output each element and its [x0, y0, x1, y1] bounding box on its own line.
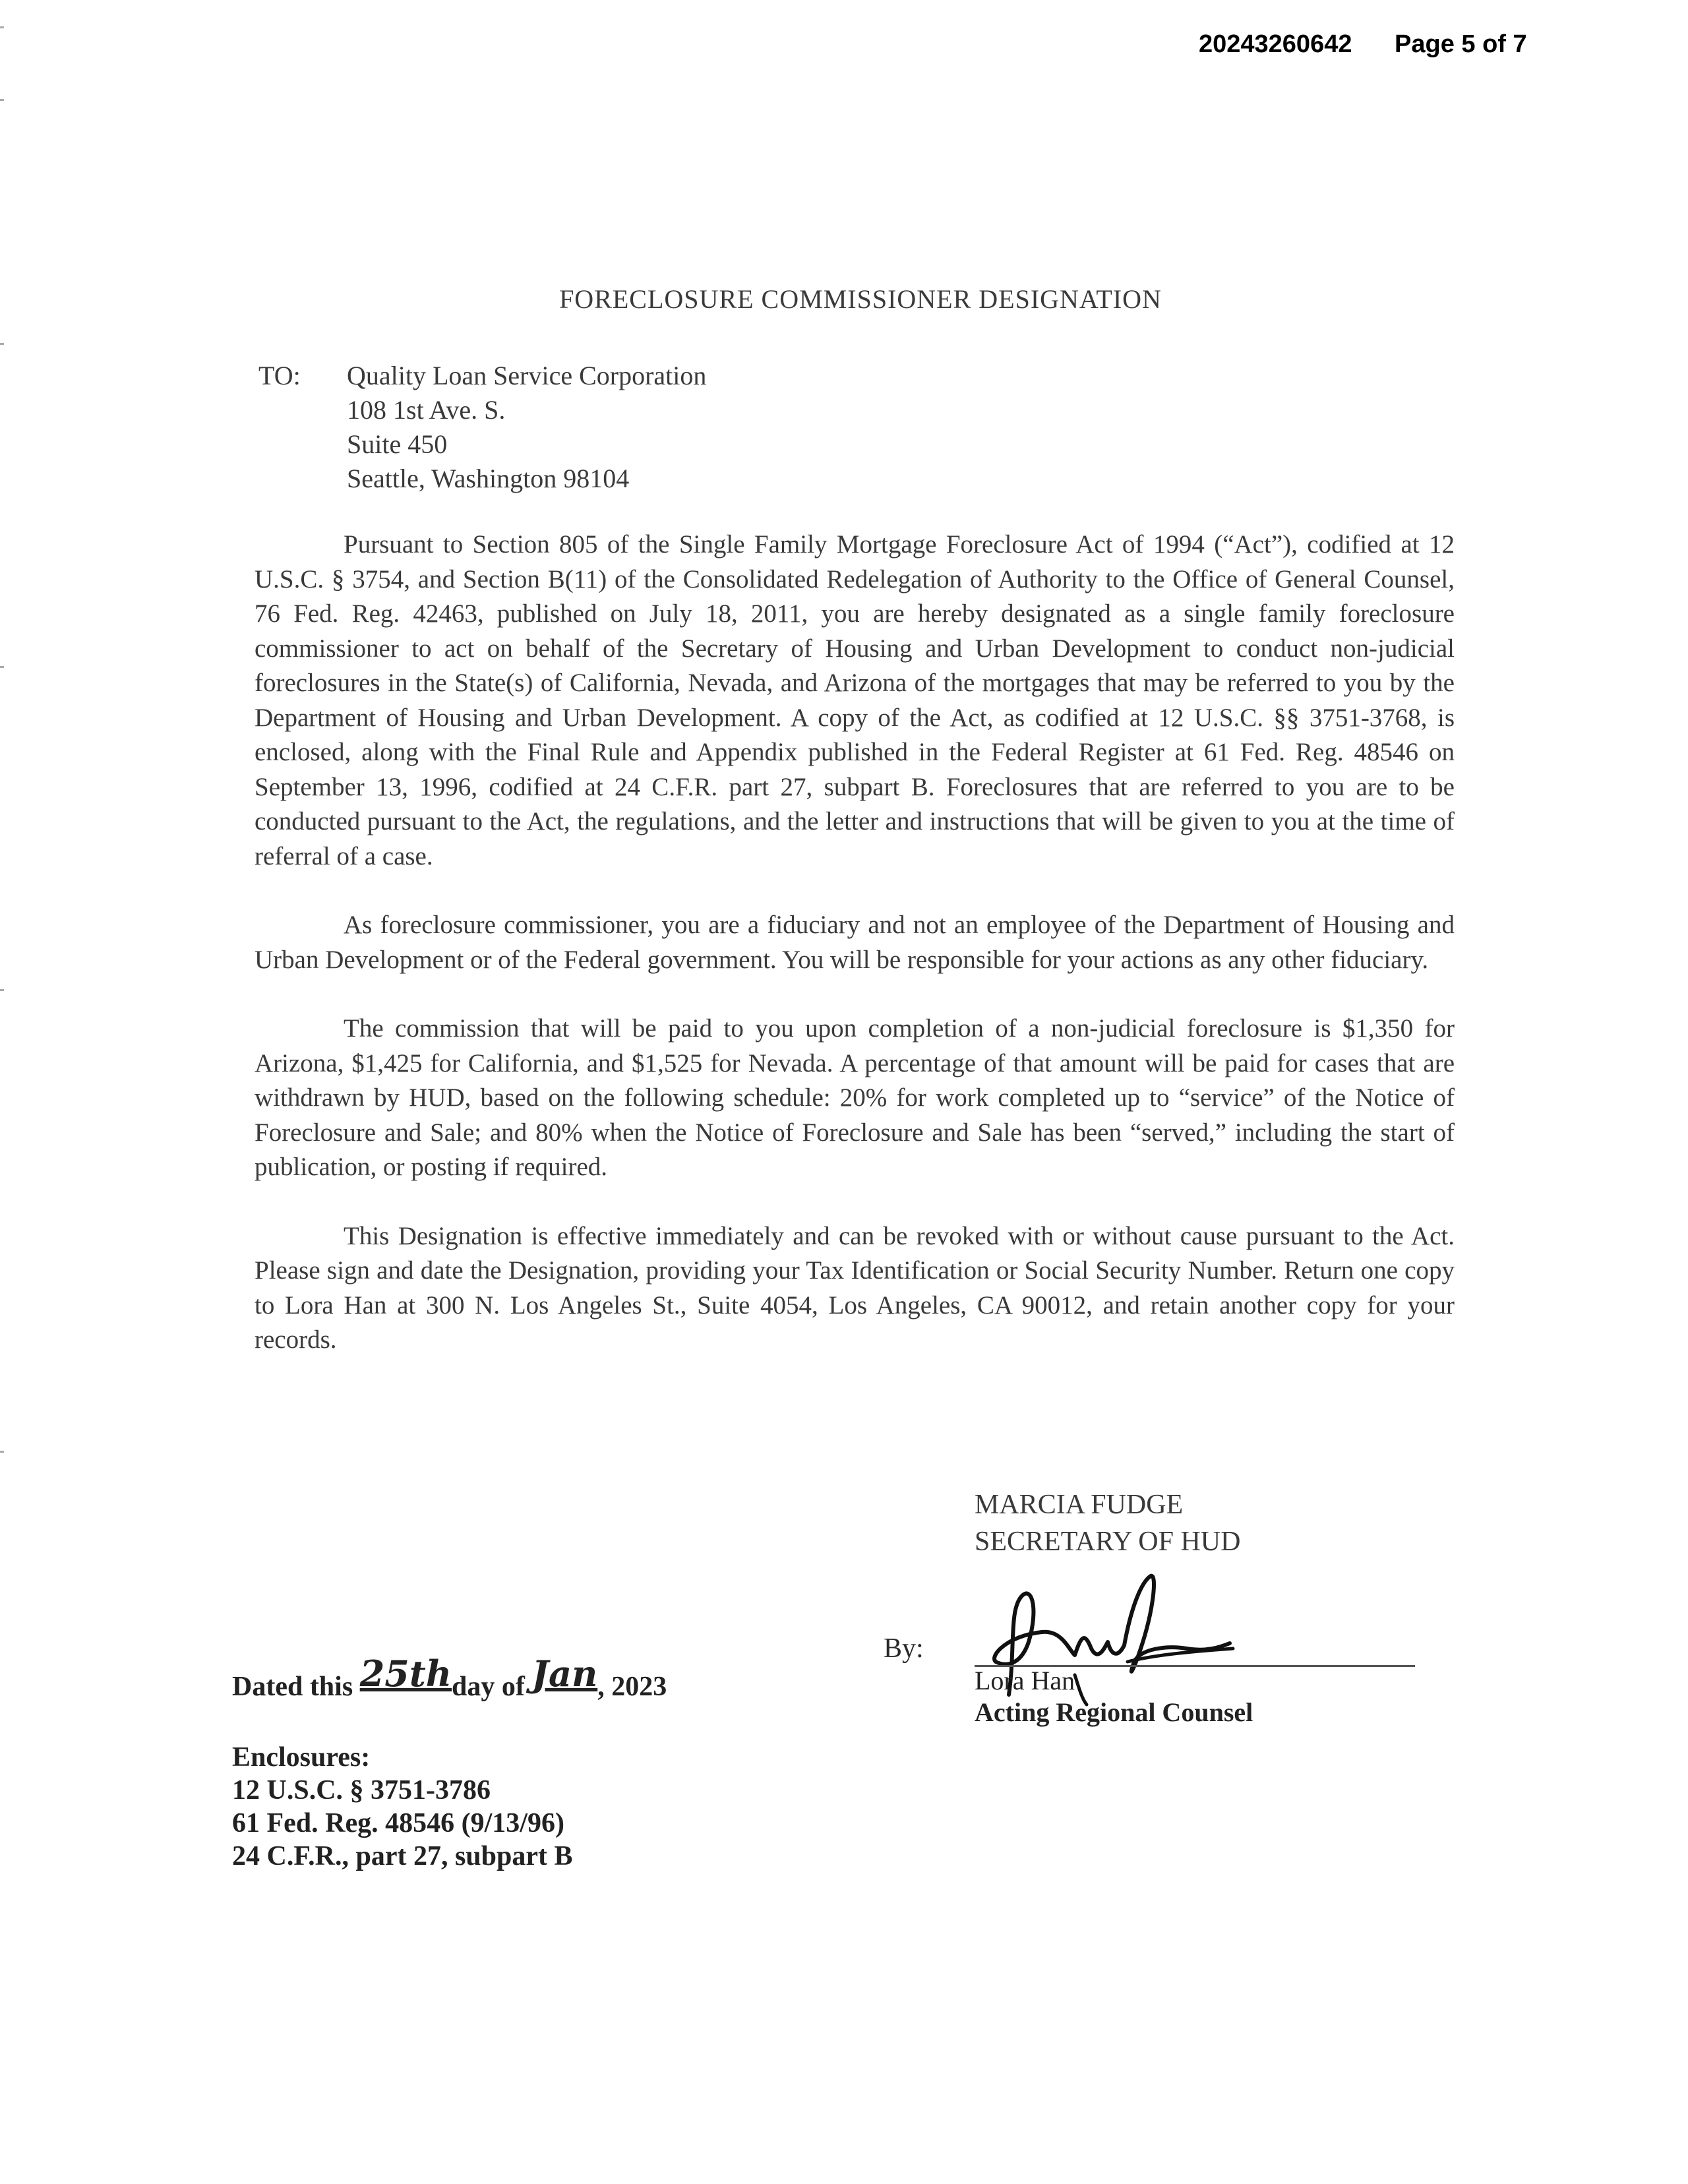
- recipient-line: Suite 450: [347, 429, 448, 459]
- signer-title: Acting Regional Counsel: [975, 1697, 1253, 1727]
- body-paragraph: As foreclosure commissioner, you are a fiduciary and not an employee of the Department of Housing and Urban Development or of the Federal government. You will be responsible for your actions as any other fiduciary.: [255, 911, 1455, 974]
- dated-day: 25th: [359, 1653, 452, 1695]
- enclosure-item: 24 C.F.R., part 27, subpart B: [232, 1841, 573, 1871]
- enclosure-item: 12 U.S.C. § 3751-3786: [232, 1775, 491, 1805]
- secretary-name: MARCIA FUDGE: [975, 1490, 1184, 1520]
- dated-line: [232, 1653, 667, 1704]
- secretary-block: [975, 1486, 1240, 1560]
- page-header: [1199, 30, 1621, 59]
- recipient-line: Seattle, Washington 98104: [347, 464, 630, 493]
- dated-year: , 2023: [597, 1672, 667, 1702]
- page-number: Page 5 of 7: [1395, 30, 1527, 58]
- body-paragraph: The commission that will be paid to you upon completion of a non-judicial foreclosure is $1,350 for Arizona, $1,425 for California, and $1,525 for Nevada. A percentage of that amount will be paid for cases that are withdrawn by HUD, based on the following schedule: 20% for work completed up to “service” of the Notice of Foreclosure and Sale; and 80% when the Notice of Foreclosure and Sale has been “served,” including the start of publication, or posting if required.: [255, 1014, 1455, 1181]
- signer-block: [975, 1665, 1253, 1728]
- to-label: TO:: [258, 361, 301, 390]
- enclosures-label: Enclosures:: [232, 1742, 371, 1773]
- body-paragraph: Pursuant to Section 805 of the Single Family Mortgage Foreclosure Act of 1994 (“Act”), codified at 12 U.S.C. § 3754, and Section B(11) of the Consolidated Redelegation of Authority to the Office of General Counsel, 76 Fed. Reg. 42463, published on July 18, 2011, you are hereby designated as a single family foreclosure commissioner to act on behalf of the Secretary of Housing and Urban Development to conduct non-judicial foreclosures in the State(s) of California, Nevada, and Arizona of the mortgages that may be referred to you by the Department of Housing and Urban Development. A copy of the Act, as codified at 12 U.S.C. §§ 3751-3768, is enclosed, along with the Final Rule and Appendix published in the Federal Register at 61 Fed. Reg. 48546 on September 13, 1996, codified at 24 C.F.R. part 27, subpart B. Foreclosures that are referred to you are to be conducted pursuant to the Act, the regulations, and the letter and instructions that will be given to you at the time of referral of a case.: [255, 530, 1455, 870]
- document-number: 20243260642: [1199, 30, 1352, 58]
- letter-body: [255, 528, 1455, 1392]
- document-title: FORECLOSURE COMMISSIONER DESIGNATION: [559, 284, 1162, 314]
- recipient-line: 108 1st Ave. S.: [347, 395, 506, 425]
- enclosures-block: [232, 1741, 573, 1873]
- body-paragraph: This Designation is effective immediately and can be revoked with or without cause pursuant to the Act. Please sign and date the Designation, providing your Tax Identification or Social Security Number. Return one copy to Lora Han at 300 N. Los Angeles St., Suite 4054, Los Angeles, CA 90012, and retain another copy for your records.: [255, 1221, 1455, 1354]
- by-label: By:: [884, 1633, 924, 1664]
- recipient-line: Quality Loan Service Corporation: [347, 361, 707, 390]
- secretary-title: SECRETARY OF HUD: [975, 1527, 1241, 1557]
- dated-prefix: Dated this: [232, 1672, 353, 1702]
- dated-middle: day of: [452, 1672, 525, 1702]
- dated-month: Jan: [531, 1653, 598, 1695]
- enclosure-item: 61 Fed. Reg. 48546 (9/13/96): [232, 1808, 564, 1838]
- signer-name: Lora Han: [975, 1666, 1075, 1695]
